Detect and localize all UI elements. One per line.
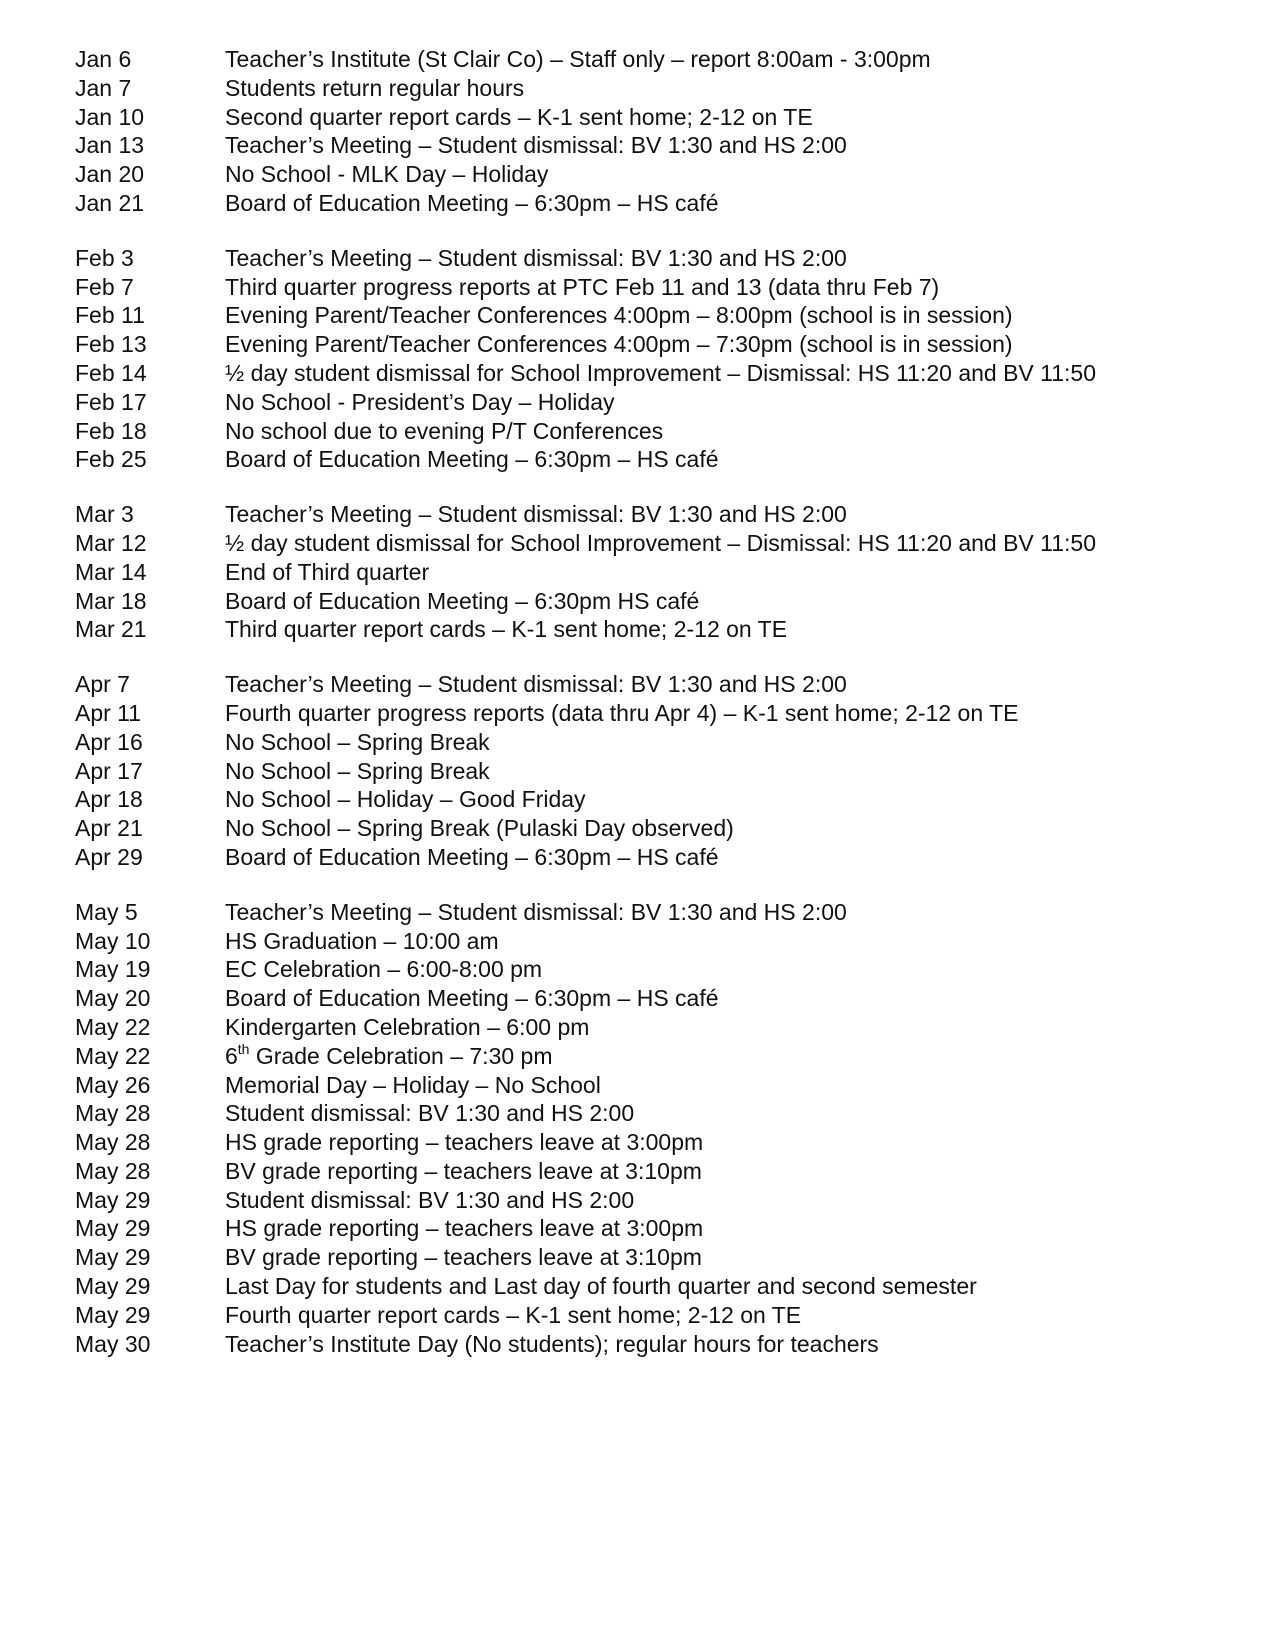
calendar-entry	[75, 500, 1255, 529]
entry-description: No School – Holiday – Good Friday	[225, 786, 586, 813]
calendar-entry	[75, 529, 1255, 558]
calendar-entry	[75, 728, 1255, 757]
month-group	[75, 244, 1255, 474]
entry-description: Kindergarten Celebration – 6:00 pm	[225, 1013, 590, 1040]
entry-description: Third quarter report cards – K-1 sent home; 2-12 on TE	[225, 616, 788, 643]
calendar-entry	[75, 955, 1255, 984]
entry-description: Board of Education Meeting – 6:30pm HS café	[225, 587, 700, 614]
entry-date: May 30	[75, 1330, 151, 1357]
entry-date: Mar 12	[75, 529, 147, 556]
entry-description: Fourth quarter progress reports (data thru Apr 4) – K-1 sent home; 2-12 on TE	[225, 699, 1019, 726]
entry-date: Apr 16	[75, 728, 143, 755]
entry-description: EC Celebration – 6:00-8:00 pm	[225, 956, 543, 983]
entry-description: No School – Spring Break (Pulaski Day observed)	[225, 815, 734, 842]
entry-description: Teacher’s Meeting – Student dismissal: BV 1:30 and HS 2:00	[225, 244, 847, 271]
calendar-entry	[75, 359, 1255, 388]
month-group	[75, 45, 1255, 218]
calendar-entry	[75, 1301, 1255, 1330]
calendar-entry	[75, 558, 1255, 587]
calendar-entry	[75, 984, 1255, 1013]
calendar-entry	[75, 1330, 1255, 1359]
entry-description: Board of Education Meeting – 6:30pm – HS café	[225, 189, 719, 216]
entry-description: No school due to evening P/T Conferences	[225, 417, 664, 444]
entry-date: May 28	[75, 1100, 151, 1127]
ordinal-superscript: th	[237, 1041, 250, 1058]
entry-description: Board of Education Meeting – 6:30pm – HS café	[225, 843, 719, 870]
entry-date: May 5	[75, 898, 138, 925]
calendar-entry	[75, 301, 1255, 330]
calendar-entry	[75, 388, 1255, 417]
entry-description-prefix: 6	[225, 1042, 238, 1069]
calendar-entry	[75, 699, 1255, 728]
calendar-entry	[75, 1272, 1255, 1301]
entry-date: Jan 13	[75, 132, 145, 159]
calendar-entry	[75, 1071, 1255, 1100]
calendar-entry	[75, 898, 1255, 927]
entry-date: May 29	[75, 1186, 151, 1213]
calendar-entry	[75, 757, 1255, 786]
calendar-entry	[75, 814, 1255, 843]
entry-description: Teacher’s Meeting – Student dismissal: BV 1:30 and HS 2:00	[225, 671, 847, 698]
calendar-entry	[75, 1243, 1255, 1272]
entry-description-suffix: Grade Celebration – 7:30 pm	[249, 1042, 553, 1069]
entry-date: Feb 17	[75, 388, 147, 415]
entry-description	[225, 1042, 1255, 1071]
entry-date: Apr 29	[75, 843, 143, 870]
entry-date: Feb 14	[75, 359, 147, 386]
entry-date: Jan 6	[75, 46, 132, 72]
calendar-entry	[75, 670, 1255, 699]
entry-date: Apr 21	[75, 815, 143, 842]
calendar-entry	[75, 45, 1255, 74]
entry-date: May 29	[75, 1301, 151, 1328]
month-group	[75, 670, 1255, 872]
entry-description: HS Graduation – 10:00 am	[225, 927, 499, 954]
month-group	[75, 898, 1255, 1359]
entry-description: No School - MLK Day – Holiday	[225, 161, 549, 188]
calendar-entry	[75, 445, 1255, 474]
entry-date: Feb 11	[75, 302, 145, 329]
entry-description: Last Day for students and Last day of fourth quarter and second semester	[225, 1273, 977, 1300]
calendar-entry	[75, 189, 1255, 218]
calendar-entry	[75, 785, 1255, 814]
entry-description: Student dismissal: BV 1:30 and HS 2:00	[225, 1186, 635, 1213]
calendar-entry	[75, 160, 1255, 189]
calendar-entry	[75, 1128, 1255, 1157]
entry-description: Students return regular hours	[225, 74, 525, 101]
calendar-entry	[75, 615, 1255, 644]
entry-date: Jan 10	[75, 103, 145, 130]
entry-description: No School – Spring Break	[225, 728, 490, 755]
entry-date: Feb 25	[75, 446, 147, 473]
entry-date: Mar 18	[75, 587, 147, 614]
calendar-entry	[75, 843, 1255, 872]
entry-description: Fourth quarter report cards – K-1 sent home; 2-12 on TE	[225, 1301, 802, 1328]
entry-date: May 22	[75, 1042, 151, 1069]
calendar-entry	[75, 1042, 1255, 1071]
entry-description: End of Third quarter	[225, 558, 430, 585]
entry-description: BV grade reporting – teachers leave at 3:10pm	[225, 1157, 702, 1184]
entry-description: Student dismissal: BV 1:30 and HS 2:00	[225, 1100, 635, 1127]
entry-description: Evening Parent/Teacher Conferences 4:00pm – 7:30pm (school is in session)	[225, 331, 1013, 358]
entry-date: Mar 21	[75, 616, 147, 643]
entry-description: HS grade reporting – teachers leave at 3:00pm	[225, 1129, 704, 1156]
entry-date: May 26	[75, 1071, 151, 1098]
entry-description: Teacher’s Meeting – Student dismissal: BV 1:30 and HS 2:00	[225, 501, 847, 528]
entry-description: No School – Spring Break	[225, 757, 490, 784]
calendar-entry	[75, 1157, 1255, 1186]
calendar-entry	[75, 417, 1255, 446]
entry-date: May 29	[75, 1273, 151, 1300]
entry-date: Apr 7	[75, 671, 130, 698]
entry-date: May 20	[75, 985, 151, 1012]
entry-description: No School - President’s Day – Holiday	[225, 388, 615, 415]
entry-date: Feb 18	[75, 417, 147, 444]
entry-date: May 29	[75, 1244, 151, 1271]
entry-date: May 28	[75, 1157, 151, 1184]
entry-date: Mar 3	[75, 501, 134, 528]
entry-date: Apr 18	[75, 786, 143, 813]
calendar-entry	[75, 330, 1255, 359]
entry-description: Teacher’s Institute Day (No students); regular hours for teachers	[225, 1330, 879, 1357]
entry-date: May 29	[75, 1215, 151, 1242]
entry-description: ½ day student dismissal for School Improvement – Dismissal: HS 11:20 and BV 11:50	[225, 529, 1097, 556]
entry-date: May 10	[75, 927, 151, 954]
calendar-entry	[75, 273, 1255, 302]
entry-date: May 22	[75, 1013, 151, 1040]
calendar-entry	[75, 927, 1255, 956]
entry-date: May 28	[75, 1129, 151, 1156]
calendar-entry	[75, 587, 1255, 616]
calendar-entry	[75, 103, 1255, 132]
entry-date: Jan 7	[75, 74, 132, 101]
entry-description: Teacher’s Meeting – Student dismissal: BV 1:30 and HS 2:00	[225, 898, 847, 925]
entry-description: Evening Parent/Teacher Conferences 4:00pm – 8:00pm (school is in session)	[225, 302, 1013, 329]
entry-date: Mar 14	[75, 558, 147, 585]
calendar-entry	[75, 1099, 1255, 1128]
month-group	[75, 500, 1255, 644]
calendar-entry	[75, 1186, 1255, 1215]
calendar-entry	[75, 74, 1255, 103]
entry-date: Feb 13	[75, 331, 147, 358]
entry-description: Board of Education Meeting – 6:30pm – HS café	[225, 985, 719, 1012]
entry-description: Memorial Day – Holiday – No School	[225, 1071, 601, 1098]
entry-date: Apr 17	[75, 757, 143, 784]
entry-description: Third quarter progress reports at PTC Feb 11 and 13 (data thru Feb 7)	[225, 273, 940, 300]
entry-description: HS grade reporting – teachers leave at 3:00pm	[225, 1215, 704, 1242]
entry-description: BV grade reporting – teachers leave at 3:10pm	[225, 1244, 702, 1271]
entry-description: Teacher’s Meeting – Student dismissal: BV 1:30 and HS 2:00	[225, 132, 847, 159]
entry-date: May 19	[75, 956, 151, 983]
entry-description: ½ day student dismissal for School Improvement – Dismissal: HS 11:20 and BV 11:50	[225, 359, 1097, 386]
calendar-entry	[75, 244, 1255, 273]
calendar-entry	[75, 131, 1255, 160]
entry-date: Feb 7	[75, 273, 134, 300]
entry-date: Jan 21	[75, 189, 145, 216]
entry-date: Apr 11	[75, 699, 142, 726]
calendar-document	[75, 45, 1255, 1384]
entry-date: Feb 3	[75, 244, 134, 271]
entry-description: Board of Education Meeting – 6:30pm – HS café	[225, 446, 719, 473]
calendar-entry	[75, 1214, 1255, 1243]
calendar-entry	[75, 1013, 1255, 1042]
entry-description: Second quarter report cards – K-1 sent home; 2-12 on TE	[225, 103, 813, 130]
entry-date: Jan 20	[75, 161, 145, 188]
entry-description: Teacher’s Institute (St Clair Co) – Staff only – report 8:00am - 3:00pm	[225, 46, 931, 72]
